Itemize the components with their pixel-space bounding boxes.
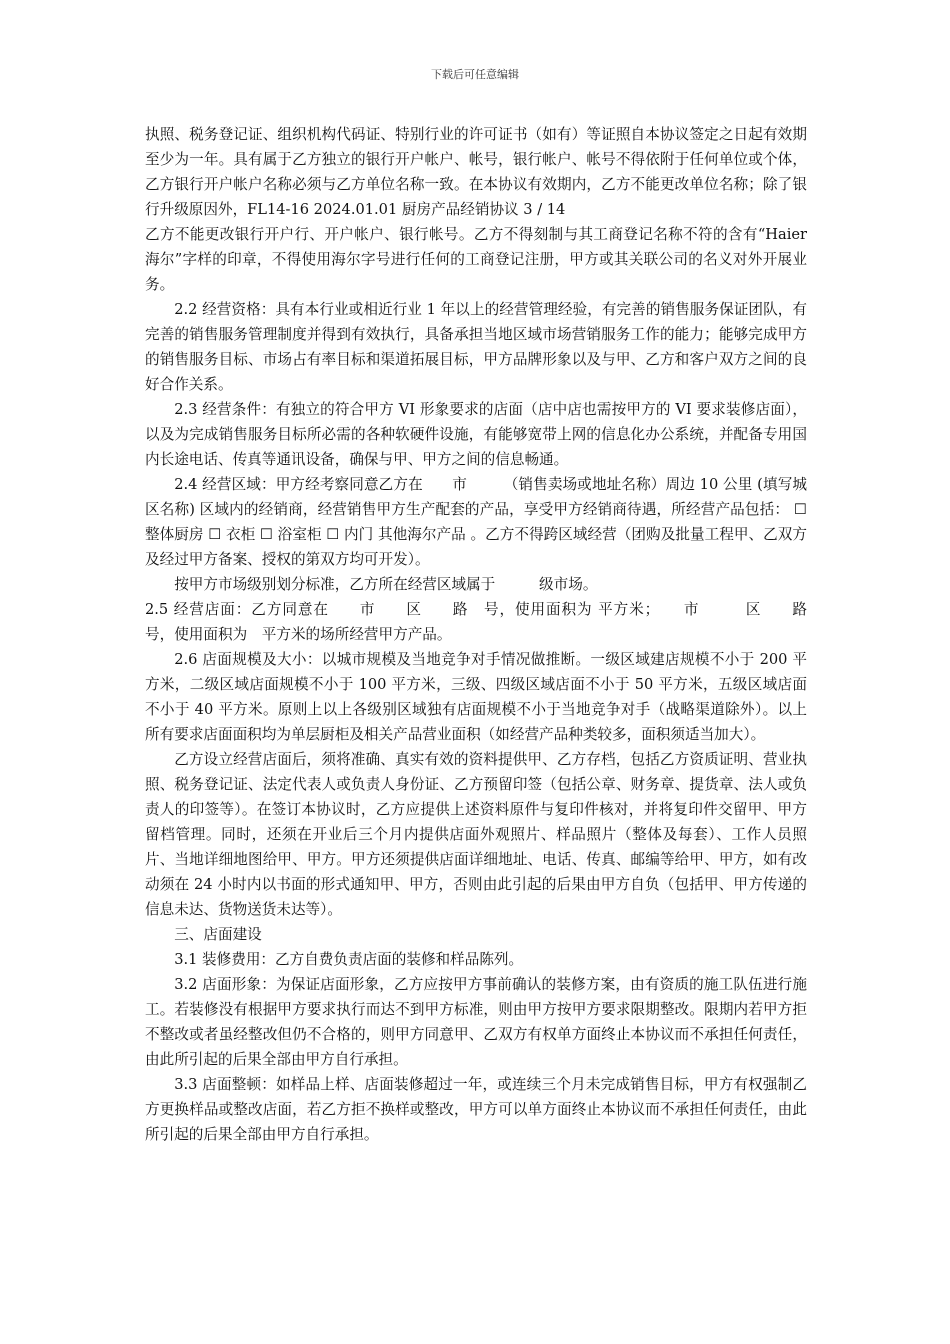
paragraph-market-level: 按甲方市场级别划分标准，乙方所在经营区域属于 级市场。	[174, 576, 598, 593]
paragraph-license-validity: 执照、税务登记证、组织机构代码证、特别行业的许可证书（如有）等证照自本协议签定之日起有效期至少为一年。具有属于乙方独立的银行开户帐户、帐号，银行帐户、帐号不得依附于任何单位或个体，乙方银行开户帐户名称必须与乙方单位名称一致。在本协议有效期内，乙方不能更改单位名称；除了银行升级原因外，FL14-16 2024.01.01 厨房产品经销协议 3 / 14	[145, 126, 807, 218]
section-heading-store-construction: 三、店面建设	[174, 926, 262, 943]
paragraph-2-5-store: 2.5 经营店面：乙方同意在 市 区 路 号，使用面积为 平方米； 市 区 路 号，使用面积为 平方米的场所经营甲方产品。	[145, 601, 837, 643]
paragraph-2-2-qualification: 2.2 经营资格：具有本行业或相近行业 1 年以上的经营管理经验，有完善的销售服务保证团队，有完善的销售服务管理制度并得到有效执行，具备承担当地区域市场营销服务工作的能力；能够完成甲方的销售服务目标、市场占有率目标和渠道拓展目标，甲方品牌形象以及与甲、乙方和客户双方之间的良好合作关系。	[145, 301, 807, 393]
paragraph-3-1-renovation-cost: 3.1 装修费用：乙方自费负责店面的装修和样品陈列。	[174, 951, 524, 968]
paragraph-2-6-store-size: 2.6 店面规模及大小：以城市规模及当地竞争对手情况做推断。一级区域建店规模不小于 200 平方米，二级区域店面规模不小于 100 平方米，三级、四级区域店面不小于 50 平方米，五级区域店面不小于 40 平方米。原则上以上各级别区域独有店面规模不小于当地竞争对手（战略渠道除外）。以上所有要求店面面积均为单层厨柜及相关产品营业面积（如经营产品种类较多，面积须适当加大）。	[145, 651, 807, 743]
paragraph-bank-account: 乙方不能更改银行开户行、开户帐户、银行帐号。乙方不得刻制与其工商登记名称不符的含有“Haier 海尔”字样的印章，不得使用海尔字号进行任何的工商登记注册，甲方或其关联公司的名义对外开展业务。	[145, 226, 807, 293]
paragraph-3-3-store-rectification: 3.3 店面整顿：如样品上样、店面装修超过一年，或连续三个月未完成销售目标，甲方有权强制乙方更换样品或整改店面，若乙方拒不换样或整改，甲方可以单方面终止本协议而不承担任何责任，由此所引起的后果全部由甲方自行承担。	[145, 1076, 807, 1143]
paragraph-2-3-conditions: 2.3 经营条件：有独立的符合甲方 VI 形象要求的店面（店中店也需按甲方的 VI 要求装修店面），以及为完成销售服务目标所必需的各种软硬件设施，有能够宽带上网的信息化办公系统，并配备专用国内长途电话、传真等通讯设备，确保与甲、甲方之间的信息畅通。	[145, 401, 807, 468]
paragraph-2-4-region: 2.4 经营区域：甲方经考察同意乙方在 市 （销售卖场或地址名称）周边 10 公里 (填写城区名称) 区域内的经销商，经营销售甲方生产配套的产品，享受甲方经销商待遇，所经营产品包括： ☐ 整体厨房 ☐ 衣柜 ☐ 浴室柜 ☐ 内门 其他海尔产品 。乙方不得跨区域经营（团购及批量工程甲、乙双方及经过甲方备案、授权的第双方均可开发）。	[145, 476, 807, 568]
document-body	[145, 122, 837, 1147]
paragraph-store-documents: 乙方设立经营店面后，须将准确、真实有效的资料提供甲、乙方存档，包括乙方资质证明、营业执照、税务登记证、法定代表人或负责人身份证、乙方预留印签（包括公章、财务章、提货章、法人或负责人的印签等）。在签订本协议时，乙方应提供上述资料原件与复印件核对，并将复印件交留甲、甲方留档管理。同时，还须在开业后三个月内提供店面外观照片、样品照片（整体及每套）、工作人员照片、当地详细地图给甲、甲方。甲方还须提供店面详细地址、电话、传真、邮编等给甲、甲方，如有改动须在 24 小时内以书面的形式通知甲、甲方，否则由此引起的后果由甲方自负（包括甲、甲方传递的信息未达、货物送货未达等）。	[145, 751, 807, 918]
paragraph-3-2-store-image: 3.2 店面形象：为保证店面形象，乙方应按甲方事前确认的装修方案，由有资质的施工队伍进行施工。若装修没有根据甲方要求执行而达不到甲方标准，则由甲方按甲方要求限期整改。限期内若甲方拒不整改或者虽经整改但仍不合格的，则甲方同意甲、乙双方有权单方面终止本协议而不承担任何责任，由此所引起的后果全部由甲方自行承担。	[145, 976, 807, 1068]
page-header: 下载后可任意编辑	[431, 68, 519, 81]
